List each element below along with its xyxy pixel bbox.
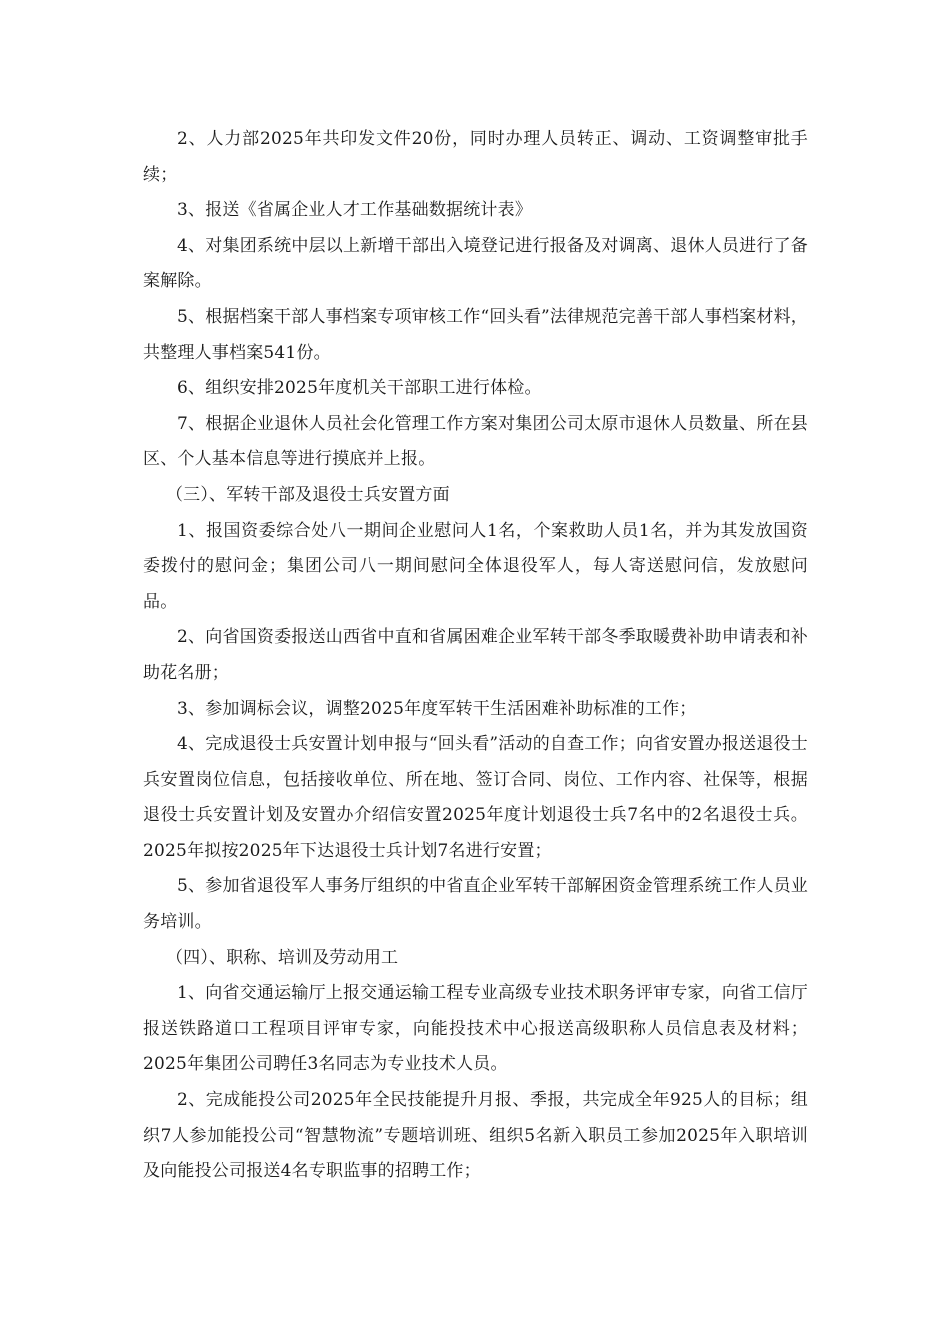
paragraph-talent-statistics: 3、报送《省属企业人才工作基础数据统计表》 (177, 200, 533, 221)
paragraph-hr-documents: 2、人力部2025年共印发文件20份，同时办理人员转正、调动、工资调整审批手续； (143, 129, 808, 185)
section-heading-veterans: （三）、军转干部及退役士兵安置方面 (165, 484, 450, 505)
paragraph-skills-training: 2、完成能投公司2025年全民技能提升月报、季报，共完成全年925人的目标；组织7人参加能投公司“智慧物流”专题培训班、组织5名新入职员工参加2025年入职培训及向能投公司报送4名专职监事的招聘工作； (143, 1090, 808, 1182)
paragraph-review-experts: 1、向省交通运输厅上报交通运输工程专业高级专业技术职务评审专家，向省工信厅报送铁路道口工程项目评审专家，向能投技术中心报送高级职称人员信息表及材料；2025年集团公司聘任3名同志为专业技术人员。 (143, 983, 808, 1075)
document-body (143, 122, 808, 1190)
paragraph-subsidy-standard: 3、参加调标会议，调整2025年度军转干生活困难补助标准的工作； (177, 698, 697, 719)
paragraph-bayi-condolence: 1、报国资委综合处八一期间企业慰问人1名，个案救助人员1名，并为其发放国资委拨付的慰问金；集团公司八一期间慰问全体退役军人，每人寄送慰问信，发放慰问品。 (143, 520, 808, 612)
paragraph-heating-subsidy: 2、向省国资委报送山西省中直和省属困难企业军转干部冬季取暖费补助申请表和补助花名册； (143, 627, 808, 683)
paragraph-veteran-placement: 4、完成退役士兵安置计划申报与“回头看”活动的自查工作；向省安置办报送退役士兵安置岗位信息，包括接收单位、所在地、签订合同、岗位、工作内容、社保等，根据退役士兵安置计划及安置办介绍信安置2025年度计划退役士兵7名中的2名退役士兵。2025年拟按2025年下达退役士兵计划7名进行安置； (143, 734, 808, 861)
section-heading-titles-training: （四）、职称、培训及劳动用工 (165, 947, 399, 968)
paragraph-health-check: 6、组织安排2025年度机关干部职工进行体检。 (177, 378, 542, 399)
paragraph-exit-entry-registration: 4、对集团系统中层以上新增干部出入境登记进行报备及对调离、退休人员进行了备案解除。 (143, 235, 808, 292)
paragraph-retiree-management: 7、根据企业退休人员社会化管理工作方案对集团公司太原市退休人员数量、所在县区、个人基本信息等进行摸底并上报。 (143, 413, 808, 470)
paragraph-personnel-archives: 5、根据档案干部人事档案专项审核工作“回头看”法律规范完善干部人事档案材料，共整理人事档案541份。 (143, 306, 808, 363)
paragraph-system-training: 5、参加省退役军人事务厅组织的中省直企业军转干部解困资金管理系统工作人员业务培训。 (143, 876, 808, 933)
